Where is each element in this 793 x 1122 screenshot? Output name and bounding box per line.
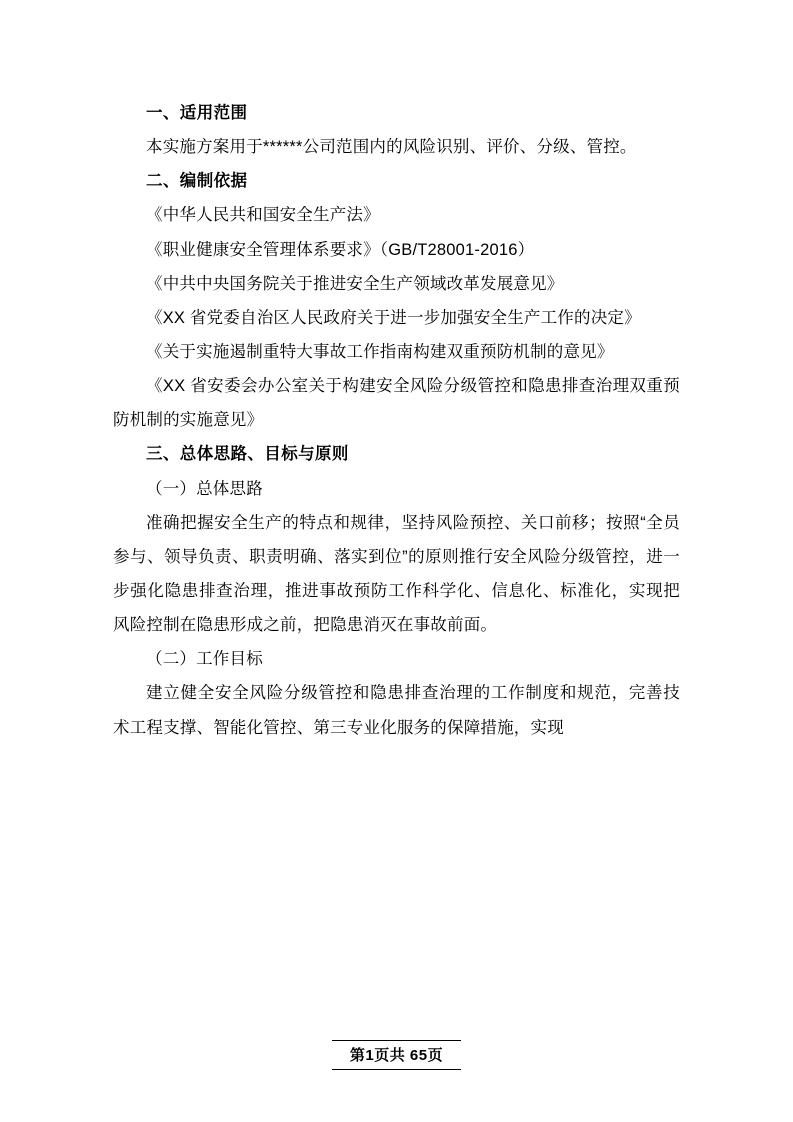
- reference-item: 《XX 省党委自治区人民政府关于进一步加强安全生产工作的决定》: [146, 308, 641, 327]
- reference-item: 《中共中央国务院关于推进安全生产领域改革发展意见》: [146, 274, 564, 293]
- paragraph-goal: 建立健全安全风险分级管控和隐患排查治理的工作制度和规范，完善技术工程支撑、智能化管控、第三专业化服务的保障措施，实现: [113, 684, 680, 737]
- subsection-heading-thinking: （一）总体思路: [146, 479, 263, 498]
- section-heading-scope: 一、适用范围: [146, 104, 248, 122]
- reference-item: 《中华人民共和国安全生产法》: [146, 206, 380, 225]
- reference-item: 《职业健康安全管理体系要求》（GB/T28001-2016）: [146, 240, 535, 259]
- page-number: 第1页共 65页: [332, 1040, 461, 1070]
- section-heading-overall: 三、总体思路、目标与原则: [146, 445, 349, 464]
- paragraph-scope: 本实施方案用于******公司范围内的风险识别、评价、分级、管控。: [146, 138, 637, 157]
- section-heading-basis: 二、编制依据: [146, 172, 248, 191]
- paragraph-thinking: 准确把握安全生产的特点和规律，坚持风险预控、关口前移；按照“全员参与、领导负责、职责明确、落实到位”的原则推行安全风险分级管控，进一步强化隐患排查治理，推进事故预防工作科学化、信息化、标准化，实现把风险控制在隐患形成之前，把隐患消灭在事故前面。: [113, 513, 680, 635]
- reference-item: 《XX 省安委会办公室关于构建安全风险分级管控和隐患排查治理双重预防机制的实施意见》: [113, 377, 680, 430]
- document-body: [113, 96, 680, 745]
- reference-item: 《关于实施遏制重特大事故工作指南构建双重预防机制的意见》: [146, 342, 614, 361]
- subsection-heading-goal: （二）工作目标: [146, 650, 263, 669]
- page-footer: [0, 1040, 793, 1070]
